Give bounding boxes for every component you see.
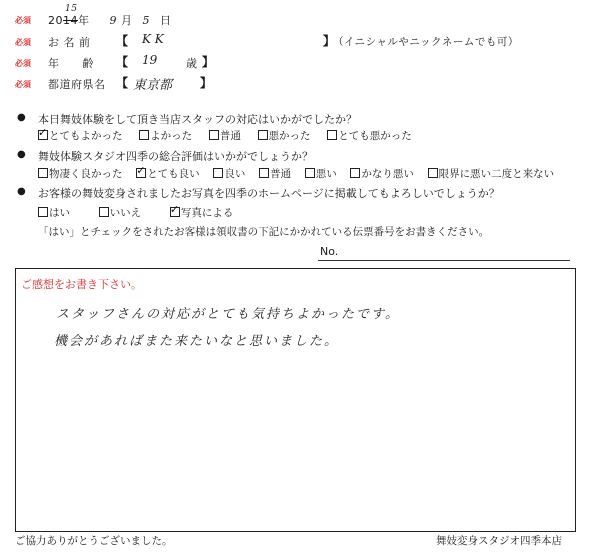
q2-option-6[interactable]: 限界に悪い二度と来ない [428, 168, 555, 180]
bullet-q3: ● [17, 186, 26, 197]
checkbox-icon[interactable] [99, 207, 109, 217]
q2-option-2[interactable]: 良い [213, 168, 245, 180]
footer-shop-name: 舞妓変身スタジオ四季本店 [436, 535, 562, 547]
number-label: No. [320, 245, 339, 258]
q2-option-5[interactable]: かなり悪い [350, 168, 414, 180]
prefecture-open-bracket: 【 [116, 76, 129, 90]
q1-option-1[interactable]: よかった [139, 130, 192, 142]
checkbox-icon[interactable] [428, 168, 438, 178]
checkbox-checked-icon[interactable]: ✓ [136, 164, 146, 177]
comments-panel[interactable] [15, 268, 576, 532]
checkbox-icon[interactable] [327, 130, 337, 140]
date-year-prefix: 20 [48, 14, 63, 27]
comments-title: ご感想をお書き下さい。 [21, 278, 142, 291]
question-1: 本日舞妓体験をして頂き当店スタッフの対応はいかがでしたか？ [38, 113, 357, 126]
age-value: 19 [142, 53, 158, 67]
name-close-bracket: 】 [323, 34, 336, 48]
q3-option-2[interactable]: ✓ 写真による [169, 203, 234, 219]
checkbox-checked-icon[interactable]: ✓ [169, 203, 180, 216]
date-day-unit: 日 [160, 14, 172, 27]
q1-option-0[interactable]: ✓ とてもよかった [38, 126, 123, 142]
footer-thanks: ご協力ありがとうございました。 [15, 535, 173, 547]
date-day: 5 [142, 14, 150, 27]
checkbox-checked-icon[interactable]: ✓ [38, 126, 48, 139]
checkbox-icon[interactable] [258, 130, 268, 140]
age-label: 年 齢 [48, 57, 94, 70]
required-label-name: 必須 [15, 38, 31, 47]
name-note: （イニシャルやニックネームでも可） [333, 36, 519, 48]
required-label-age: 必須 [15, 59, 31, 68]
q3-options [38, 205, 233, 220]
q3-note: 「はい」とチェックをされたお客様は領収書の下記にかかれている伝票番号をお書きください。 [38, 226, 490, 238]
name-open-bracket: 【 [116, 34, 129, 48]
age-close-bracket: 】 [202, 55, 215, 69]
q1-option-2[interactable]: 普通 [209, 130, 241, 142]
q3-option-0[interactable]: はい [38, 207, 70, 219]
date-year-unit: 年 [78, 14, 90, 27]
q2-option-3[interactable]: 普通 [259, 168, 291, 180]
q2-option-4[interactable]: 悪い [305, 168, 337, 180]
q3-option-1[interactable]: いいえ [99, 207, 142, 219]
q1-options [38, 128, 412, 143]
checkbox-icon[interactable] [350, 168, 360, 178]
date-year-printed: 14 [63, 14, 78, 27]
prefecture-label: 都道府県名 [48, 78, 106, 91]
prefecture-close-bracket: 】 [200, 76, 213, 90]
date-field [48, 4, 172, 28]
age-unit: 歳 [186, 57, 198, 70]
q2-option-1[interactable]: ✓ とても良い [136, 164, 200, 180]
date-year-handwritten: 15 [65, 4, 78, 14]
name-value: K K [142, 32, 164, 46]
name-label: お 名 前 [48, 36, 91, 49]
bullet-q2: ● [17, 149, 26, 160]
number-underline [318, 260, 570, 261]
required-label-prefecture: 必須 [15, 80, 31, 89]
checkbox-icon[interactable] [259, 168, 269, 178]
required-label-date: 必須 [15, 16, 31, 25]
comment-line-2: 機会があればまた来たいなと思いました。 [54, 334, 340, 349]
date-month-unit: 月 [121, 14, 133, 27]
checkbox-icon[interactable] [209, 130, 219, 140]
date-month: 9 [109, 14, 117, 27]
checkbox-icon[interactable] [38, 207, 48, 217]
q2-options [38, 166, 554, 181]
q2-option-0[interactable]: 物凄く良かった [38, 168, 123, 180]
checkbox-icon[interactable] [213, 168, 223, 178]
checkbox-icon[interactable] [139, 130, 149, 140]
checkbox-icon[interactable] [305, 168, 315, 178]
age-open-bracket: 【 [116, 55, 129, 69]
comment-line-1: スタッフさんの対応がとても気持ちよかったです。 [56, 307, 400, 322]
q1-option-3[interactable]: 悪かった [258, 130, 311, 142]
prefecture-value: 東京都 [133, 78, 173, 93]
q1-option-4[interactable]: とても悪かった [327, 130, 412, 142]
bullet-q1: ● [17, 112, 26, 123]
question-2: 舞妓体験スタジオ四季の総合評価はいかがでしょうか？ [38, 150, 313, 163]
checkbox-icon[interactable] [38, 168, 48, 178]
question-3: お客様の舞妓変身されましたお写真を四季のホームページに掲載してもよろしいでしょうか？ [38, 187, 500, 200]
